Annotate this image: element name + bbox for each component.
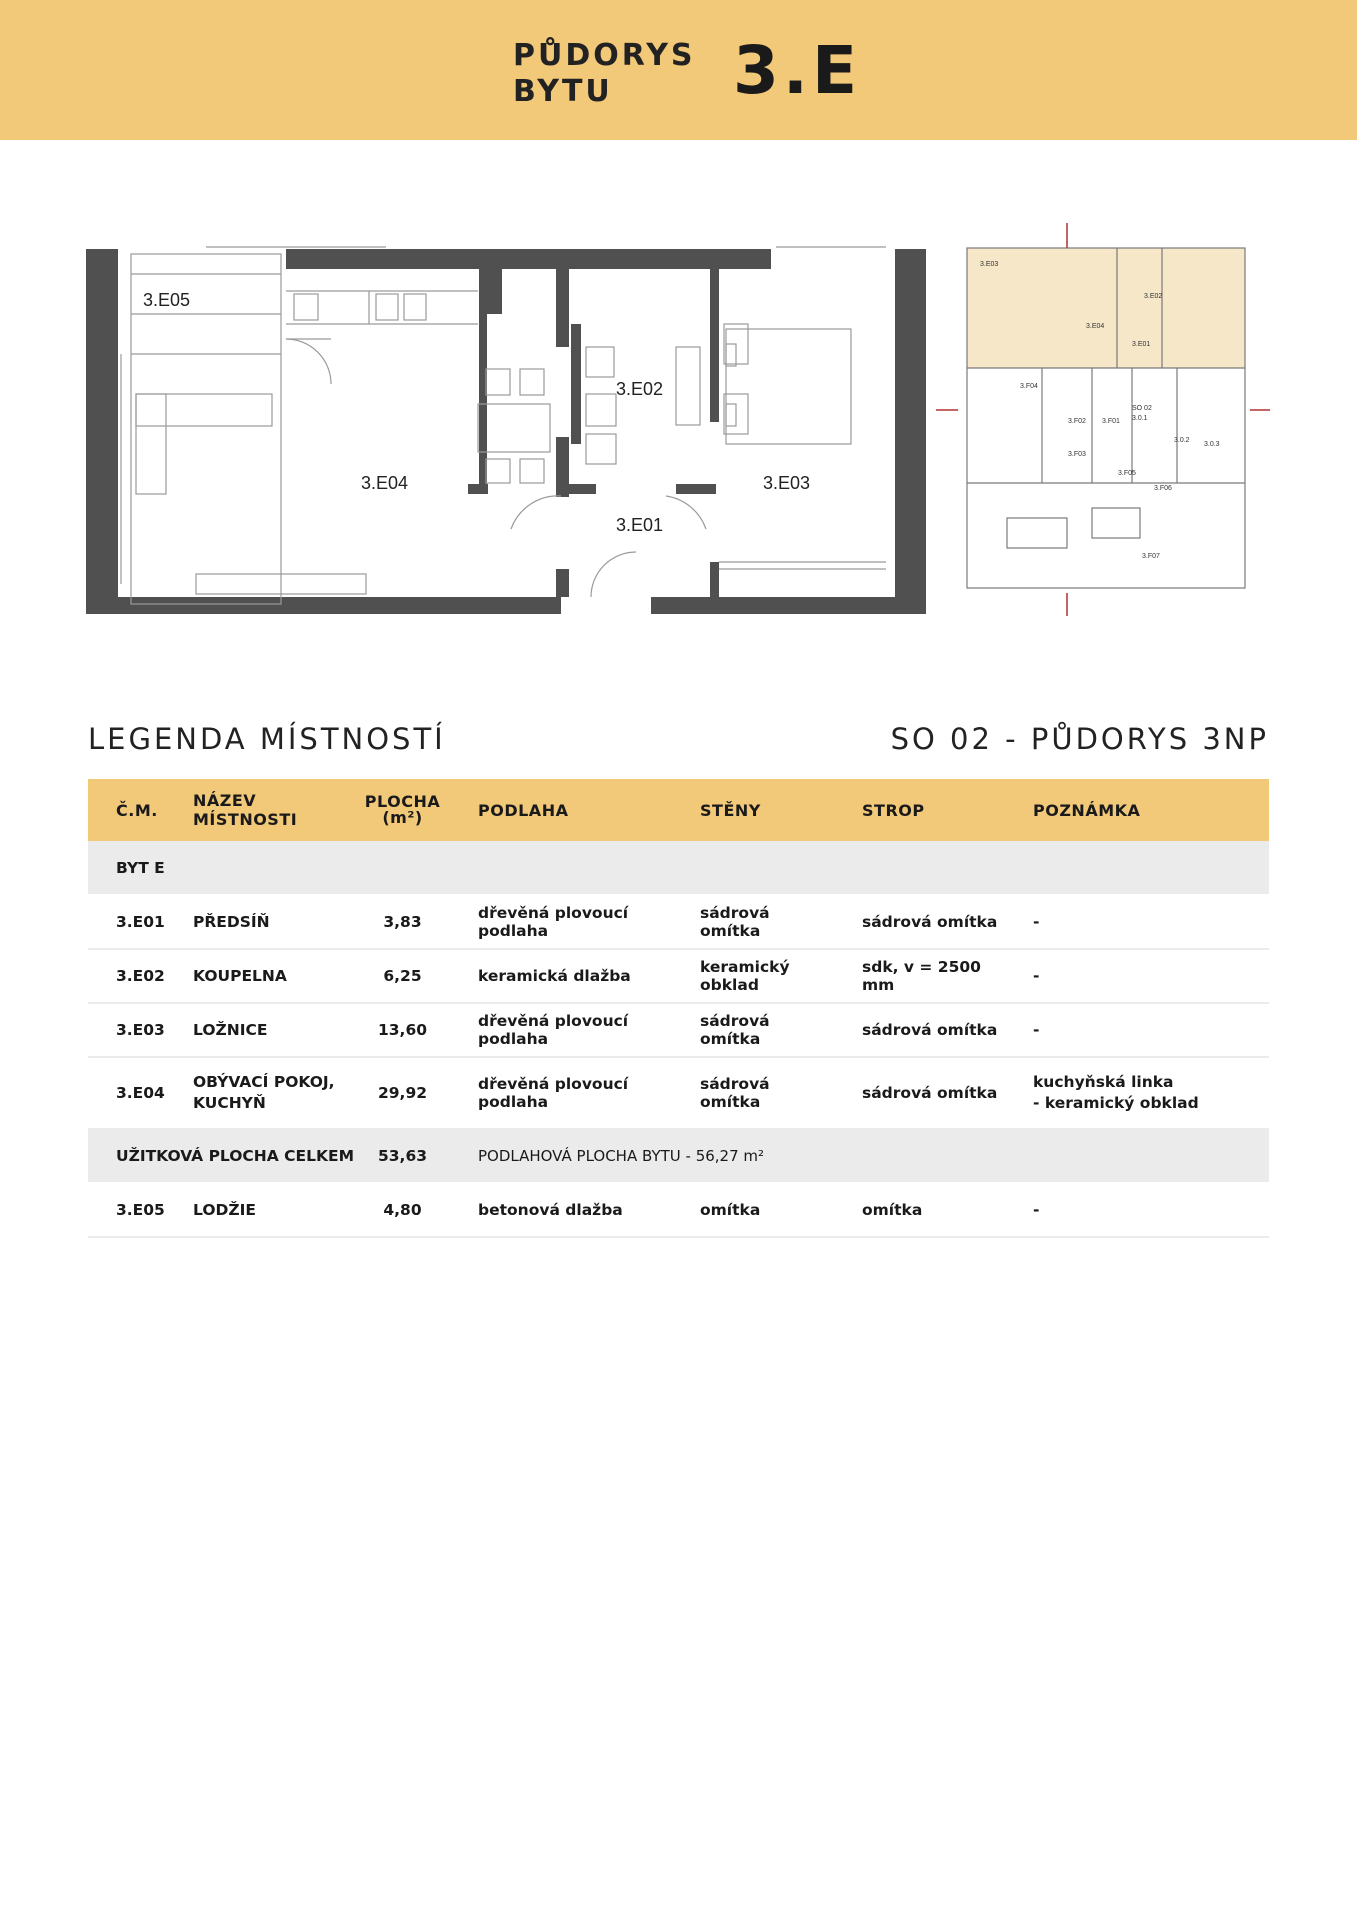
header-area: PLOCHA (m²) [355,779,450,841]
svg-text:3.E01: 3.E01 [1132,341,1151,348]
group-row [88,841,1269,895]
plan-furniture [121,247,886,604]
plan-walls [86,249,926,614]
header-name: NÁZEV MÍSTNOSTI [165,779,355,841]
header-subtitle-line1: PŮDORYS [513,38,696,73]
svg-text:3.F02: 3.F02 [1068,418,1086,425]
svg-text:3.F04: 3.F04 [1020,383,1038,390]
table-row: 3.E02 KOUPELNA 6,25 keramická dlažba keramický obklad sdk, v = 2500 mm - [88,949,1269,1003]
header-num: Č.M. [88,779,165,841]
room-label-e02: 3.E02 [616,379,664,399]
room-legend-table [88,779,1269,1238]
svg-text:SO 02: SO 02 [1132,405,1152,412]
table-row: 3.E03 LOŽNICE 13,60 dřevěná plovoucí podlaha sádrová omítka sádrová omítka - [88,1003,1269,1057]
svg-text:3.F07: 3.F07 [1142,553,1160,560]
legend-subtitle: SO 02 - PŮDORYS 3NP [890,722,1269,756]
svg-text:3.E03: 3.E03 [980,261,999,268]
unit-title: 3.E [733,32,862,109]
total-note: PODLAHOVÁ PLOCHA BYTU - 56,27 m² [450,1129,1269,1183]
table-row: 3.E04 OBÝVACÍ POKOJ, KUCHYŇ 29,92 dřevěná plovoucí podlaha sádrová omítka sádrová omítka kuchyňská linka - keramický obklad [88,1057,1269,1129]
svg-text:3.0.1: 3.0.1 [1132,415,1148,422]
svg-text:3.F01: 3.F01 [1102,418,1120,425]
total-row [88,1129,1269,1183]
room-label-e03: 3.E03 [763,473,811,493]
key-plan [932,218,1272,618]
table-row: 3.E01 PŘEDSÍŇ 3,83 dřevěná plovoucí podlaha sádrová omítka sádrová omítka - [88,895,1269,949]
svg-text:3.F05: 3.F05 [1118,470,1136,477]
legend-title: LEGENDA MÍSTNOSTÍ [88,722,446,756]
header-subtitle [513,38,696,110]
svg-text:3.0.3: 3.0.3 [1204,441,1220,448]
group-label: BYT E [88,841,1269,895]
svg-text:3.E04: 3.E04 [1086,323,1105,330]
svg-text:3.F06: 3.F06 [1154,485,1172,492]
header-walls: STĚNY [672,779,834,841]
header-banner [0,0,1357,140]
header-floor: PODLAHA [450,779,672,841]
header-subtitle-line2: BYTU [513,74,613,109]
room-label-e01: 3.E01 [616,515,664,535]
total-area: 53,63 [355,1129,450,1183]
svg-text:3.0.2: 3.0.2 [1174,437,1190,444]
key-plan-highlight [967,248,1245,368]
table-header-row [88,779,1269,841]
floor-plan [86,244,926,620]
table-row: 3.E05 LODŽIE 4,80 betonová dlažba omítka omítka - [88,1183,1269,1237]
room-label-e05: 3.E05 [143,290,191,310]
room-label-e04: 3.E04 [361,473,409,493]
header-ceiling: STROP [834,779,1005,841]
svg-text:3.E02: 3.E02 [1144,293,1163,300]
svg-text:3.F03: 3.F03 [1068,451,1086,458]
header-note: POZNÁMKA [1005,779,1269,841]
total-label: UŽITKOVÁ PLOCHA CELKEM [88,1129,355,1183]
